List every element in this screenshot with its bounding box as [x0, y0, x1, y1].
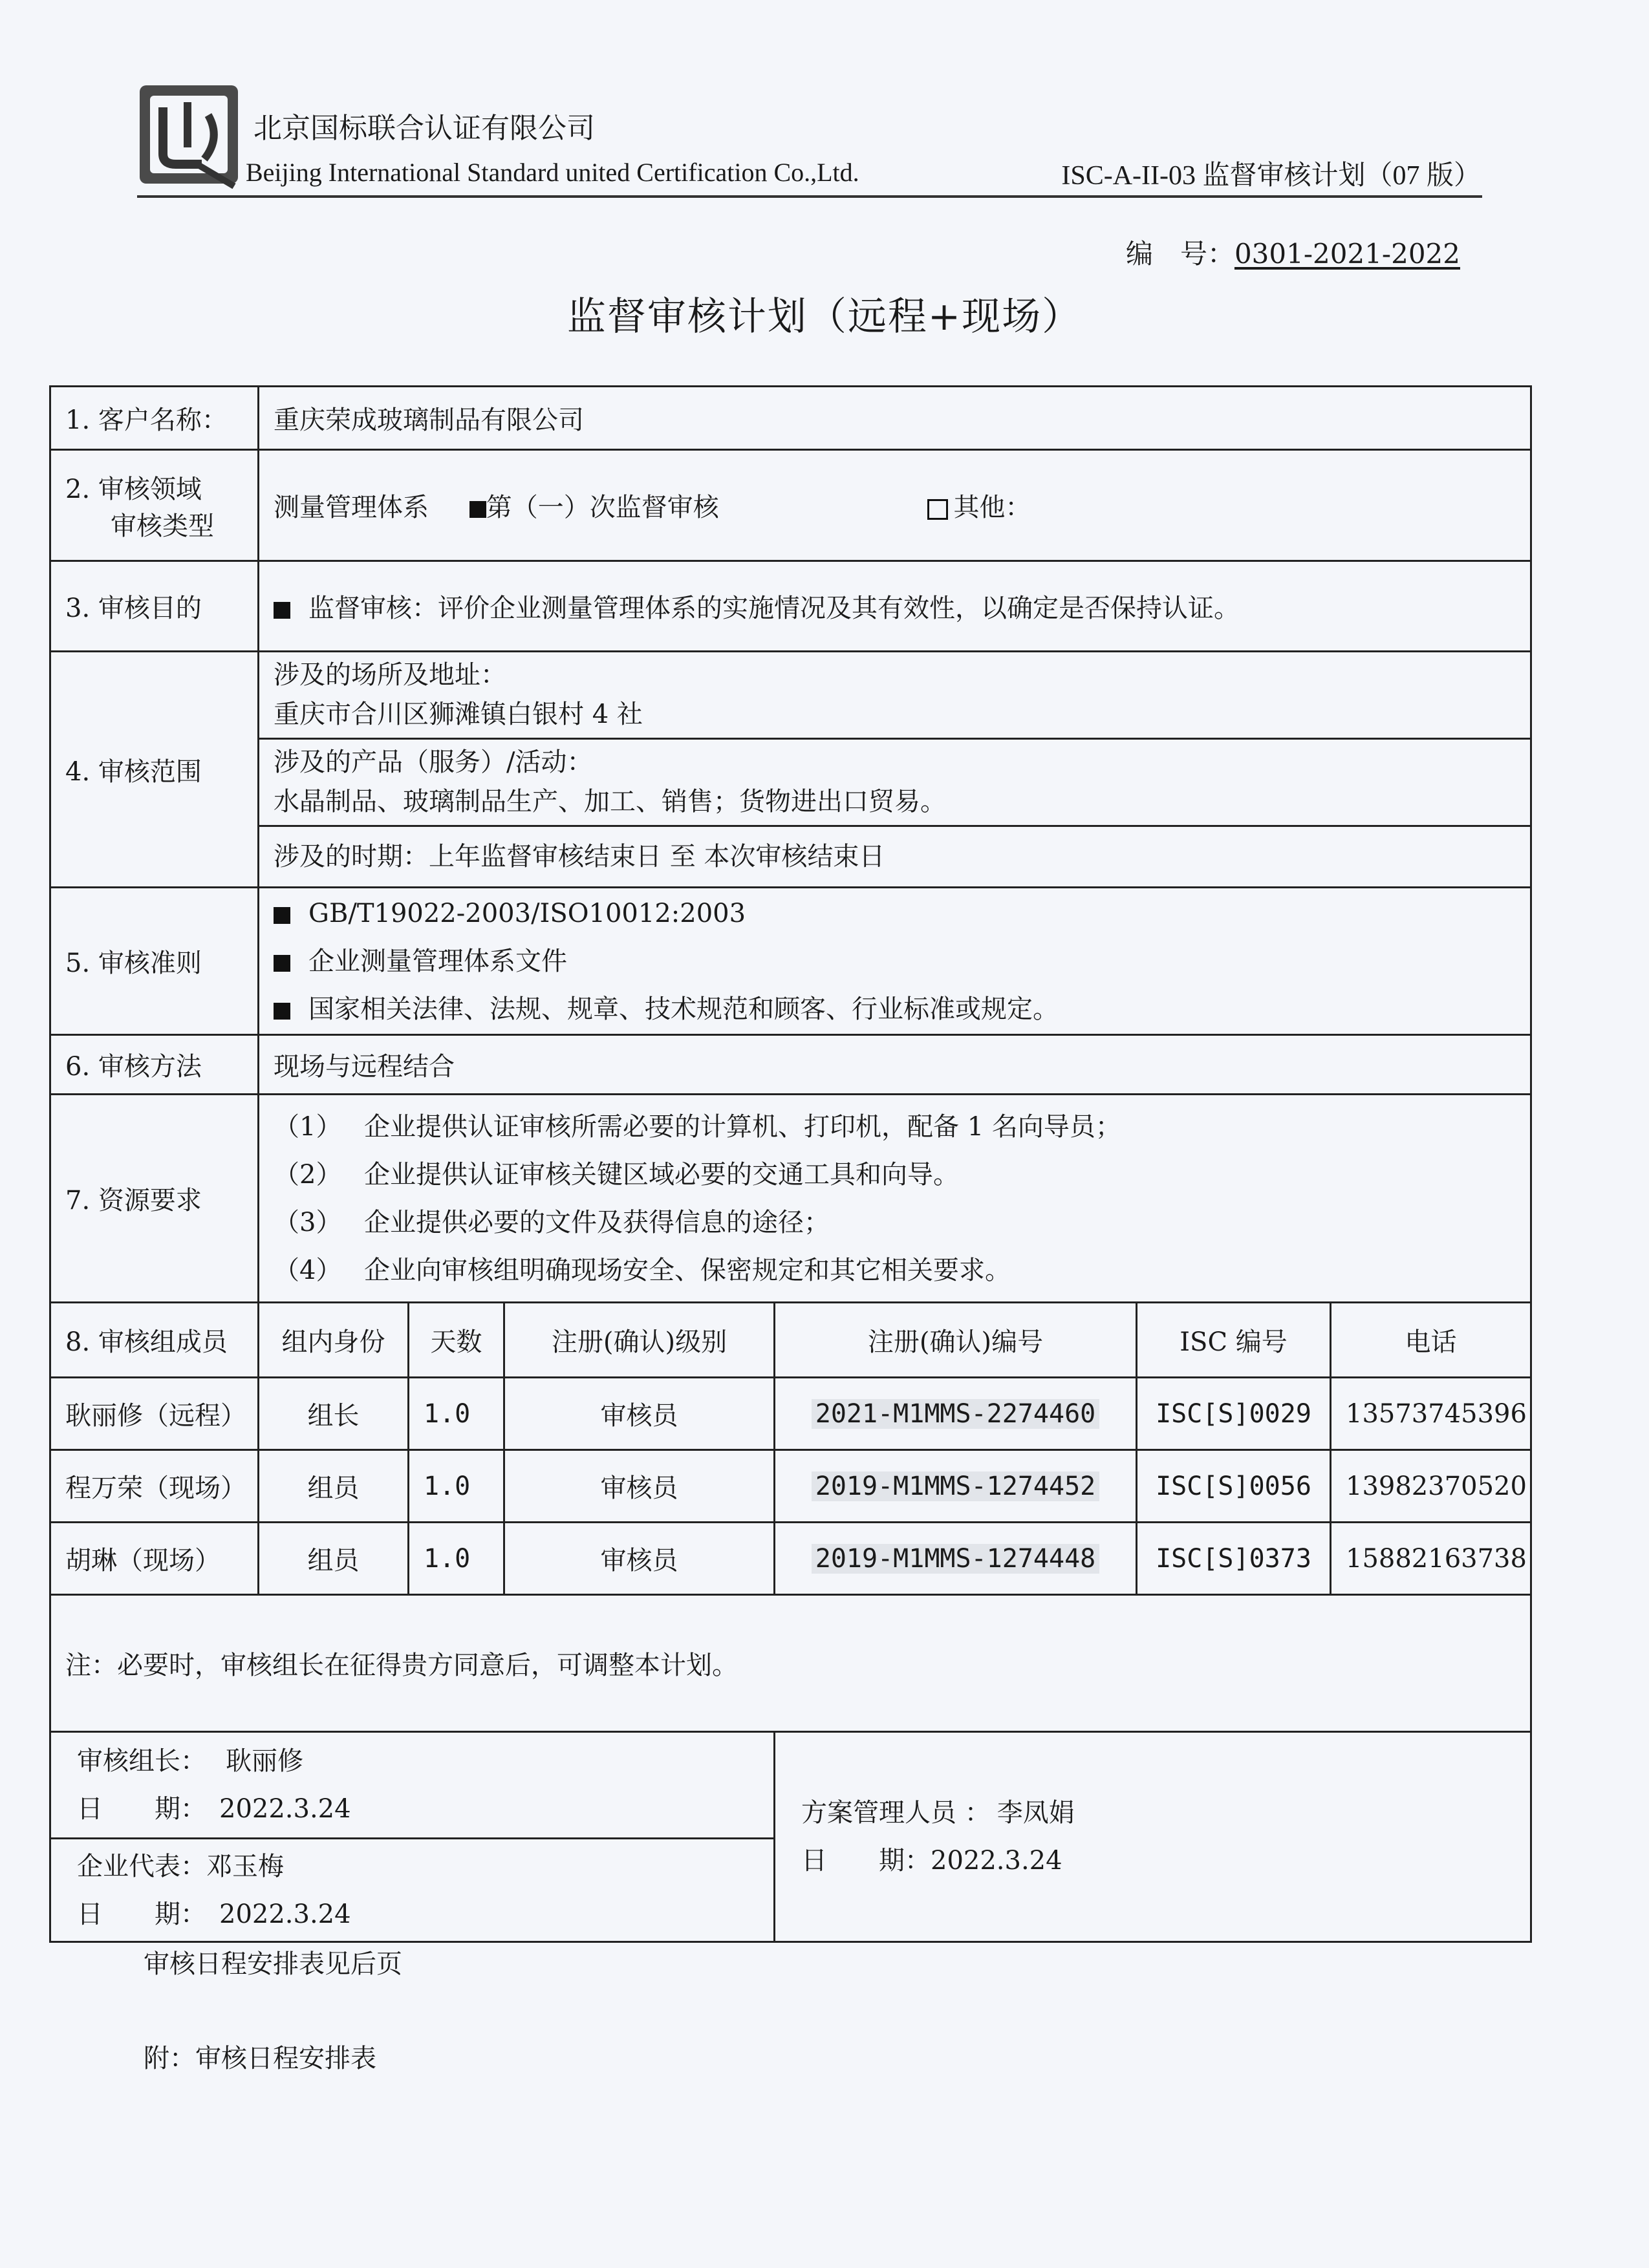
criteria-item: GB/T19022-2003/ISO10012:2003 — [274, 890, 1516, 937]
row-note — [50, 1595, 1531, 1732]
manager-date: 2022.3.24 — [931, 1846, 1062, 1876]
member-days: 1.0 — [409, 1378, 504, 1450]
field-label — [50, 450, 259, 561]
checked-box-icon — [469, 501, 486, 518]
document-number-label: 编 号： — [1125, 238, 1234, 270]
manager-block — [775, 1732, 1531, 1942]
resources-label: 7. 资源要求 — [50, 1095, 259, 1303]
criteria-label: 5. 审核准则 — [50, 888, 259, 1035]
team-member-row — [50, 1523, 1531, 1595]
method-label: 6. 审核方法 — [50, 1035, 259, 1095]
leader-date: 2022.3.24 — [219, 1794, 351, 1824]
member-name: 胡琳（现场） — [50, 1523, 259, 1595]
manager-label: 方案管理人员 ： — [801, 1798, 991, 1828]
checked-box-icon — [274, 1003, 290, 1020]
purpose-text: 监督审核：评价企业测量管理体系的实施情况及其有效性，以确定是否保持认证。 — [308, 594, 1240, 623]
rep-label: 企业代表： — [77, 1851, 206, 1881]
checked-box-icon — [274, 907, 290, 924]
document-number — [1126, 233, 1460, 272]
scope-product-value: 水晶制品、玻璃制品生产、加工、销售；货物进出口贸易。 — [274, 787, 946, 817]
member-phone: 15882163738 — [1331, 1523, 1531, 1595]
team-header-cell: ISC 编号 — [1137, 1303, 1331, 1378]
rep-date: 2022.3.24 — [219, 1899, 351, 1929]
leader-label: 审核组长： — [77, 1746, 206, 1776]
page-title: 监督审核计划（远程+现场） — [566, 294, 1083, 339]
row-field — [50, 450, 1531, 561]
leader-date-label: 日 期： — [77, 1794, 206, 1824]
row-method — [50, 1035, 1531, 1095]
member-isc-number: ISC[S]0056 — [1137, 1450, 1331, 1523]
row-purpose — [50, 561, 1531, 652]
purpose-value — [259, 561, 1531, 652]
member-reg-number: 2019-M1MMS-1274452 — [812, 1471, 1099, 1501]
resource-item: （3） 企业提供必要的文件及获得信息的途径； — [274, 1207, 830, 1237]
checked-box-icon — [274, 955, 290, 972]
field-type: 第（一）次监督审核 — [486, 493, 719, 522]
team-header-cell: 注册(确认)编号 — [775, 1303, 1137, 1378]
leader-name: 耿丽修 — [226, 1746, 303, 1776]
rep-date-label: 日 期： — [77, 1899, 206, 1929]
row-scope — [50, 652, 1531, 888]
member-days: 1.0 — [409, 1450, 504, 1523]
field-label-1: 2. 审核领域 — [65, 474, 202, 504]
scope-product-label: 涉及的产品（服务）/活动： — [274, 747, 593, 777]
company-name-cn: 北京国标联合认证有限公司 — [253, 112, 595, 145]
manager-date-label: 日 期： — [801, 1846, 931, 1876]
scope-value — [259, 652, 1531, 888]
scope-site-label: 涉及的场所及地址： — [274, 660, 506, 690]
unchecked-box-icon — [927, 499, 948, 520]
document-number-value: 0301-2021-2022 — [1234, 238, 1460, 270]
team-member-row — [50, 1450, 1531, 1523]
note: 注：必要时，审核组长在征得贵方同意后，可调整本计划。 — [50, 1595, 1531, 1732]
scope-site-value: 重庆市合川区狮滩镇白银村 4 社 — [274, 700, 643, 729]
header-divider — [137, 195, 1482, 198]
member-isc-number: ISC[S]0373 — [1137, 1523, 1331, 1595]
resource-item: （4） 企业向审核组明确现场安全、保密规定和其它相关要求。 — [274, 1255, 1011, 1285]
leader-block — [50, 1732, 775, 1839]
scope-period: 涉及的时期：上年监督审核结束日 至 本次审核结束日 — [274, 842, 885, 872]
company-logo — [137, 83, 241, 191]
row-resources — [50, 1095, 1531, 1303]
member-isc-number: ISC[S]0029 — [1137, 1378, 1331, 1450]
field-value — [259, 450, 1531, 561]
row-criteria — [50, 888, 1531, 1035]
member-role: 组员 — [259, 1450, 409, 1523]
client-label: 1. 客户名称： — [50, 387, 259, 450]
member-level: 审核员 — [504, 1378, 775, 1450]
resources-list — [259, 1095, 1531, 1303]
checked-box-icon — [274, 602, 290, 619]
criteria-list — [259, 888, 1531, 1035]
company-name-en: Beijing International Standard united Certification Co.,Ltd. — [246, 158, 859, 187]
team-header-cell: 注册(确认)级别 — [504, 1303, 775, 1378]
criteria-item: 国家相关法律、法规、规章、技术规范和顾客、行业标准或规定。 — [274, 985, 1516, 1033]
member-phone: 13982370520 — [1331, 1450, 1531, 1523]
schedule-note: 审核日程安排表见后页 — [144, 1949, 402, 1979]
member-role: 组员 — [259, 1523, 409, 1595]
field-other: 其他： — [953, 493, 1031, 522]
signoff-row-1 — [50, 1732, 1531, 1839]
member-name: 耿丽修（远程） — [50, 1378, 259, 1450]
purpose-label: 3. 审核目的 — [50, 561, 259, 652]
audit-plan-table — [49, 385, 1532, 1943]
rep-name: 邓玉梅 — [206, 1851, 284, 1881]
resource-item: （2） 企业提供认证审核关键区域必要的交通工具和向导。 — [274, 1159, 959, 1190]
method-value: 现场与远程结合 — [259, 1035, 1531, 1095]
team-header-cell: 组内身份 — [259, 1303, 409, 1378]
team-member-row — [50, 1378, 1531, 1450]
row-client — [50, 387, 1531, 450]
team-header-row — [50, 1303, 1531, 1378]
resource-item: （1） 企业提供认证审核所需必要的计算机、打印机，配备 1 名向导员； — [274, 1111, 1121, 1142]
criteria-item: 企业测量管理体系文件 — [274, 937, 1516, 985]
scope-label: 4. 审核范围 — [50, 652, 259, 888]
form-code: ISC-A-II-03 监督审核计划（07 版） — [1061, 161, 1481, 191]
attachment-note: 附：审核日程安排表 — [144, 2044, 376, 2073]
member-level: 审核员 — [504, 1523, 775, 1595]
field-label-2: 审核类型 — [111, 511, 214, 541]
member-role: 组长 — [259, 1378, 409, 1450]
member-reg-number: 2019-M1MMS-1274448 — [812, 1544, 1099, 1574]
team-header-cell: 电话 — [1331, 1303, 1531, 1378]
rep-block — [50, 1839, 775, 1942]
member-phone: 13573745396 — [1331, 1378, 1531, 1450]
member-name: 程万荣（现场） — [50, 1450, 259, 1523]
member-level: 审核员 — [504, 1450, 775, 1523]
field-system: 测量管理体系 — [274, 493, 429, 522]
team-header-cell: 8. 审核组成员 — [50, 1303, 259, 1378]
member-reg-number: 2021-M1MMS-2274460 — [812, 1399, 1099, 1429]
team-header-cell: 天数 — [409, 1303, 504, 1378]
manager-name: 李凤娟 — [997, 1798, 1075, 1828]
client-name: 重庆荣成玻璃制品有限公司 — [259, 387, 1531, 450]
member-days: 1.0 — [409, 1523, 504, 1595]
